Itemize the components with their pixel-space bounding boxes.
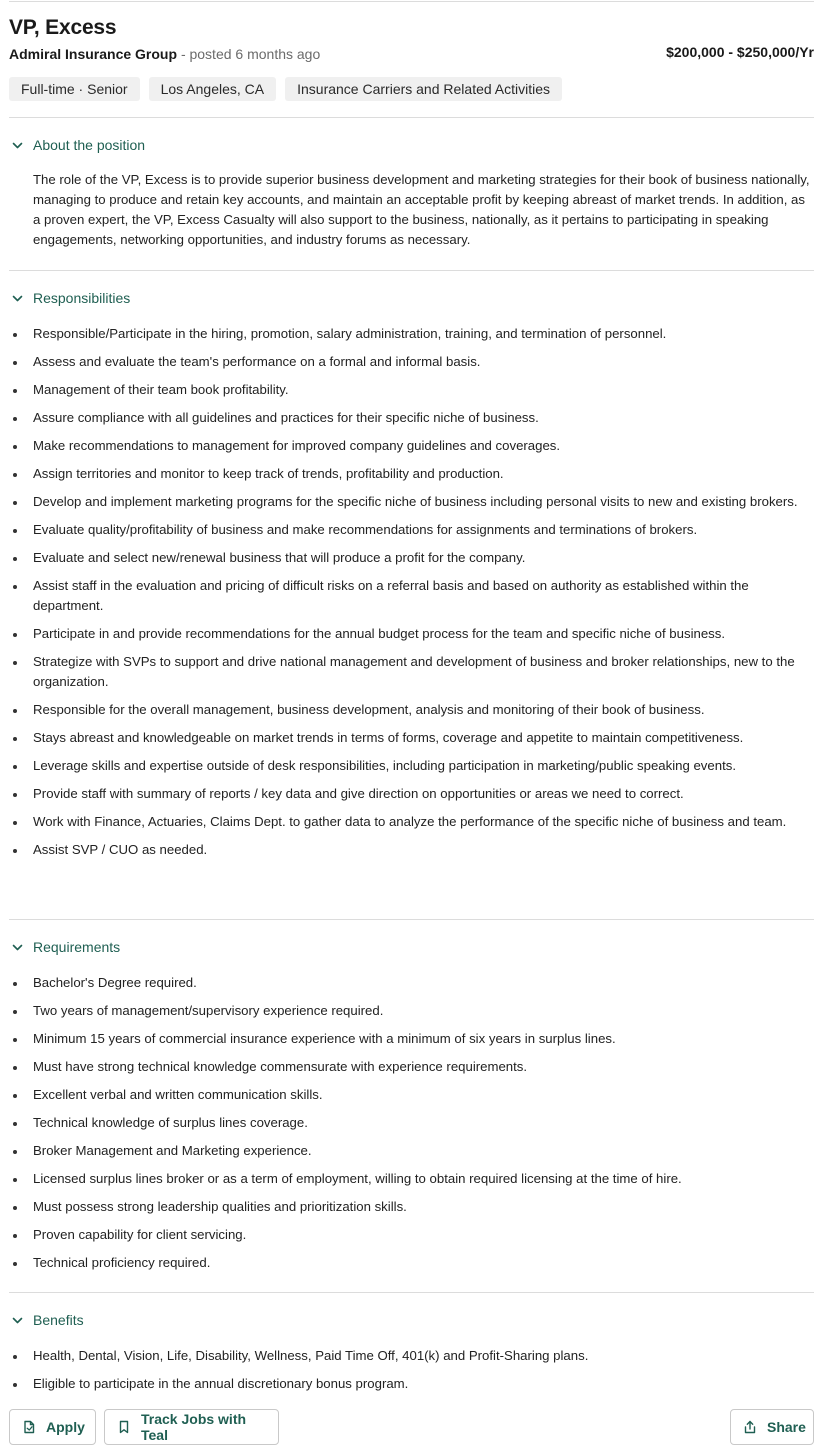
list-item: Assist staff in the evaluation and pricing of difficult risks on a referral basis and based on authority as established within the department. bbox=[9, 576, 809, 616]
tag-employment-type: Full-time · Senior bbox=[9, 77, 140, 101]
tag-industry: Insurance Carriers and Related Activities bbox=[285, 77, 562, 101]
list-item: Responsible for the overall management, business development, analysis and monitoring of their book of business. bbox=[9, 700, 809, 720]
list-item: Assess and evaluate the team's performance on a formal and informal basis. bbox=[9, 352, 809, 372]
divider bbox=[9, 117, 814, 118]
list-item: Proven capability for client servicing. bbox=[9, 1225, 809, 1245]
list-item: Make recommendations to management for improved company guidelines and coverages. bbox=[9, 436, 809, 456]
divider bbox=[9, 919, 814, 920]
about-text: The role of the VP, Excess is to provide superior business development and marketing strategies for their book of business nationally, managing to produce and retain key accounts, and maintain an acceptable profit by keeping abreast of market trends. In addition, as a proven expert, the VP, Excess Casualty will also support to the business, nationally, as it pertains to participating in speaking engagements, networking opportunities, and industry forums as necessary. bbox=[33, 172, 810, 247]
section-requirements bbox=[9, 919, 814, 1281]
list-item: Minimum 15 years of commercial insurance experience with a minimum of six years in surplus lines. bbox=[9, 1029, 809, 1049]
bookmark-icon bbox=[117, 1420, 141, 1434]
section-title: Responsibilities bbox=[33, 290, 131, 306]
list-item: Responsible/Participate in the hiring, promotion, salary administration, training, and termination of personnel. bbox=[9, 324, 809, 344]
list-item: Participate in and provide recommendations for the annual budget process for the team and specific niche of business. bbox=[9, 624, 809, 644]
divider bbox=[9, 270, 814, 271]
list-item: Excellent verbal and written communication skills. bbox=[9, 1085, 809, 1105]
responsibilities-list bbox=[9, 324, 814, 860]
company-line bbox=[9, 46, 320, 62]
chevron-down-icon bbox=[11, 292, 24, 305]
top-divider bbox=[9, 1, 814, 2]
list-item: Broker Management and Marketing experience. bbox=[9, 1141, 809, 1161]
list-item: Evaluate and select new/renewal business that will produce a profit for the company. bbox=[9, 548, 809, 568]
list-item: Technical proficiency required. bbox=[9, 1253, 809, 1273]
section-responsibilities bbox=[9, 270, 814, 868]
track-jobs-label: Track Jobs with Teal bbox=[141, 1411, 247, 1443]
salary-range: $200,000 - $250,000/Yr bbox=[666, 44, 814, 60]
list-item: Assist SVP / CUO as needed. bbox=[9, 840, 809, 860]
chevron-down-icon bbox=[11, 1314, 24, 1327]
section-toggle-requirements[interactable] bbox=[9, 937, 814, 957]
list-item: Leverage skills and expertise outside of desk responsibilities, including participation in marketing/public speaking events. bbox=[9, 756, 809, 776]
list-item: Must possess strong leadership qualities and prioritization skills. bbox=[9, 1197, 809, 1217]
list-item: Strategize with SVPs to support and drive national management and development of business and broker relationships, new to the organization. bbox=[9, 652, 809, 692]
list-item: Work with Finance, Actuaries, Claims Dept. to gather data to analyze the performance of the specific niche of business and team. bbox=[9, 812, 809, 832]
section-title: Benefits bbox=[33, 1312, 84, 1328]
list-item: Bachelor's Degree required. bbox=[9, 973, 809, 993]
list-item: Stays abreast and knowledgeable on market trends in terms of forms, coverage and appetite to maintain competitiveness. bbox=[9, 728, 809, 748]
section-benefits bbox=[9, 1292, 814, 1402]
section-toggle-responsibilities[interactable] bbox=[9, 288, 814, 308]
tag-location: Los Angeles, CA bbox=[149, 77, 277, 101]
list-item: Develop and implement marketing programs for the specific niche of business including personal visits to new and existing brokers. bbox=[9, 492, 809, 512]
list-item: Assure compliance with all guidelines and practices for their specific niche of business. bbox=[9, 408, 809, 428]
list-item: Two years of management/supervisory experience required. bbox=[9, 1001, 809, 1021]
section-about bbox=[9, 117, 814, 250]
apply-label: Apply bbox=[46, 1419, 85, 1435]
share-icon bbox=[743, 1420, 767, 1434]
requirements-list bbox=[9, 973, 814, 1273]
list-item: Evaluate quality/profitability of business and make recommendations for assignments and terminations of brokers. bbox=[9, 520, 809, 540]
list-item: Assign territories and monitor to keep track of trends, profitability and production. bbox=[9, 464, 809, 484]
company-name[interactable]: Admiral Insurance Group bbox=[9, 46, 178, 62]
chevron-down-icon bbox=[11, 139, 24, 152]
list-item: Eligible to participate in the annual discretionary bonus program. bbox=[9, 1374, 809, 1394]
posted-date: - posted 6 months ago bbox=[180, 46, 321, 62]
list-item: Health, Dental, Vision, Life, Disability, Wellness, Paid Time Off, 401(k) and Profit-Sharing plans. bbox=[9, 1346, 809, 1366]
chevron-down-icon bbox=[11, 941, 24, 954]
list-item: Licensed surplus lines broker or as a term of employment, willing to obtain required licensing at the time of hire. bbox=[9, 1169, 809, 1189]
section-title: Requirements bbox=[33, 939, 121, 955]
list-item: Provide staff with summary of reports / key data and give direction on opportunities or areas we need to correct. bbox=[9, 784, 809, 804]
job-tags bbox=[9, 77, 562, 101]
list-item: Must have strong technical knowledge commensurate with experience requirements. bbox=[9, 1057, 809, 1077]
benefits-list bbox=[9, 1346, 814, 1394]
section-title: About the position bbox=[33, 137, 146, 153]
apply-button[interactable] bbox=[9, 1409, 96, 1445]
section-toggle-benefits[interactable] bbox=[9, 1310, 814, 1330]
share-label: Share bbox=[767, 1419, 806, 1435]
divider bbox=[9, 1292, 814, 1293]
job-title: VP, Excess bbox=[9, 16, 117, 39]
section-toggle-about[interactable] bbox=[9, 135, 814, 155]
list-item: Technical knowledge of surplus lines coverage. bbox=[9, 1113, 809, 1133]
document-icon bbox=[22, 1420, 46, 1434]
share-button[interactable] bbox=[730, 1409, 814, 1445]
list-item: Management of their team book profitability. bbox=[9, 380, 809, 400]
track-jobs-button[interactable] bbox=[104, 1409, 279, 1445]
